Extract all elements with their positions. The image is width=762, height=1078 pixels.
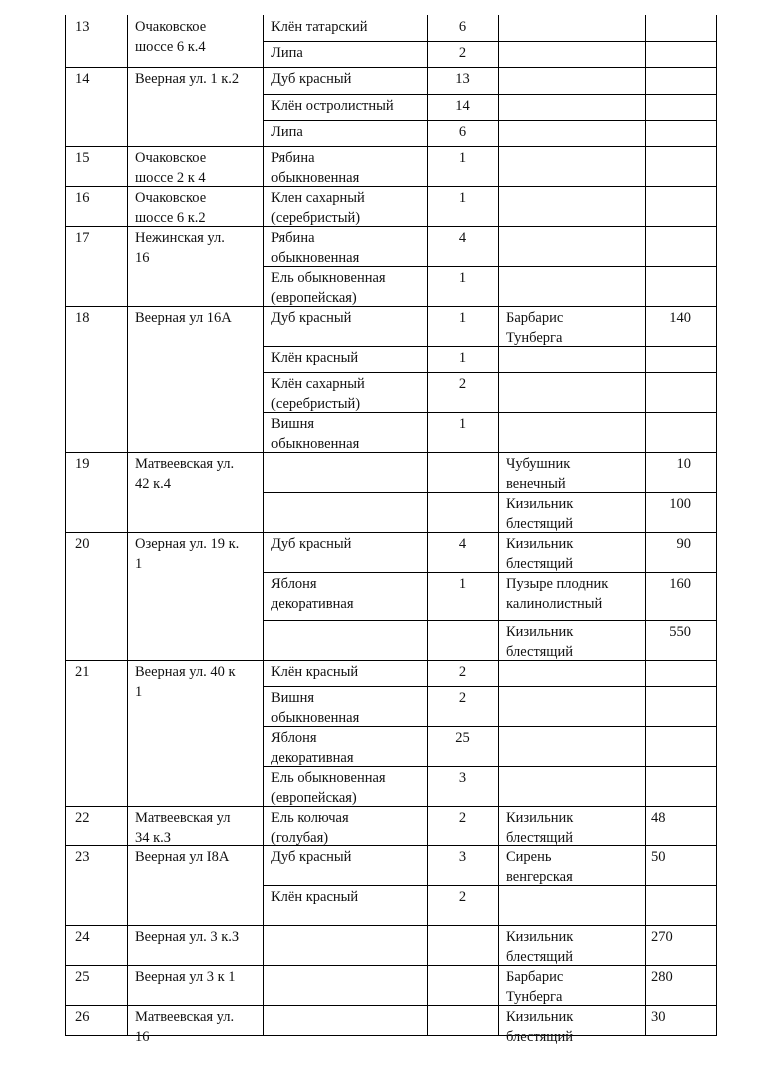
shrub-quantity: 550 (669, 624, 691, 640)
shrub-species: Чубушник (506, 456, 571, 472)
row-number: 18 (75, 310, 90, 326)
column-divider (498, 15, 499, 1035)
shrub-quantity: 280 (651, 969, 673, 985)
address-text: Веерная ул. 1 к.2 (135, 71, 240, 87)
row-number: 16 (75, 190, 90, 206)
tree-quantity: 1 (458, 416, 467, 432)
tree-quantity: 1 (458, 190, 467, 206)
shrub-species: венечный (506, 476, 566, 492)
row-number: 20 (75, 536, 90, 552)
shrub-quantity: 100 (669, 496, 691, 512)
address-text: Озерная ул. 19 к. (135, 536, 240, 552)
row-divider (65, 1005, 717, 1006)
shrub-quantity: 50 (651, 849, 666, 865)
column-divider (427, 15, 428, 1035)
tree-quantity: 2 (458, 376, 467, 392)
row-number: 17 (75, 230, 90, 246)
tree-species: Яблоня (271, 730, 317, 746)
shrub-species: Кизильник (506, 810, 574, 826)
shrub-species: Тунберга (506, 330, 563, 346)
row-divider (65, 532, 717, 533)
shrub-quantity: 10 (676, 456, 691, 472)
subrow-divider (263, 41, 717, 42)
tree-species: Клён остролистный (271, 98, 394, 114)
table-border-right (716, 15, 717, 1035)
tree-quantity: 4 (458, 536, 467, 552)
tree-species: Вишня (271, 416, 315, 432)
tree-species: обыкновенная (271, 250, 360, 266)
address-text: шоссе 6 к.2 (135, 210, 206, 226)
tree-quantity: 1 (458, 350, 467, 366)
address-text: 42 к.4 (135, 476, 172, 492)
subrow-divider (263, 620, 717, 621)
shrub-species: венгерская (506, 869, 573, 885)
row-divider (65, 452, 717, 453)
shrub-quantity: 90 (676, 536, 691, 552)
tree-species: Ель колючая (271, 810, 349, 826)
address-text: 1 (135, 556, 143, 572)
tree-species: Клён красный (271, 664, 359, 680)
row-divider (65, 1035, 717, 1036)
address-text: 1 (135, 684, 143, 700)
tree-species: Дуб красный (271, 71, 352, 87)
tree-species: (серебристый) (271, 210, 361, 226)
tree-species: (голубая) (271, 830, 329, 846)
shrub-species: Пузыре плодник (506, 576, 609, 592)
tree-quantity: 6 (458, 19, 467, 35)
shrub-species: калинолистный (506, 596, 603, 612)
tree-species: обыкновенная (271, 436, 360, 452)
row-number: 21 (75, 664, 90, 680)
address-text: 16 (135, 1029, 150, 1045)
shrub-species: Тунберга (506, 989, 563, 1005)
shrub-quantity: 30 (651, 1009, 666, 1025)
tree-species: Клён красный (271, 350, 359, 366)
row-divider (65, 660, 717, 661)
shrub-quantity: 270 (651, 929, 673, 945)
tree-quantity: 13 (455, 71, 470, 87)
tree-species: Ель обыкновенная (271, 770, 386, 786)
shrub-species: Барбарис (506, 969, 564, 985)
tree-species: Ель обыкновенная (271, 270, 386, 286)
tree-species: декоративная (271, 596, 354, 612)
shrub-quantity: 160 (669, 576, 691, 592)
address-text: Веерная ул І8А (135, 849, 230, 865)
tree-quantity: 4 (458, 230, 467, 246)
subrow-divider (263, 492, 717, 493)
tree-species: Клён красный (271, 889, 359, 905)
tree-quantity: 1 (458, 576, 467, 592)
tree-species: Клён сахарный (271, 376, 365, 392)
address-text: Веерная ул 16А (135, 310, 232, 326)
tree-quantity: 1 (458, 270, 467, 286)
tree-species: (серебристый) (271, 396, 361, 412)
row-number: 15 (75, 150, 90, 166)
tree-species: (европейская) (271, 790, 357, 806)
column-divider (645, 15, 646, 1035)
row-number: 13 (75, 19, 90, 35)
shrub-species: блестящий (506, 949, 573, 965)
tree-species: (европейская) (271, 290, 357, 306)
row-divider (65, 67, 717, 68)
tree-quantity: 6 (458, 124, 467, 140)
tree-quantity: 2 (458, 690, 467, 706)
shrub-species: блестящий (506, 1029, 573, 1045)
row-divider (65, 965, 717, 966)
address-text: Нежинская ул. (135, 230, 225, 246)
address-text: Очаковское (135, 19, 207, 35)
shrub-species: Кизильник (506, 624, 574, 640)
column-divider (263, 15, 264, 1035)
shrub-quantity: 48 (651, 810, 666, 826)
shrub-species: Кизильник (506, 1009, 574, 1025)
subrow-divider (263, 885, 717, 886)
row-divider (65, 806, 717, 807)
tree-quantity: 3 (458, 770, 467, 786)
tree-species: Липа (271, 124, 303, 140)
address-text: Матвеевская ул (135, 810, 231, 826)
address-text: Веерная ул. 40 к (135, 664, 236, 680)
row-divider (65, 925, 717, 926)
subrow-divider (263, 94, 717, 95)
subrow-divider (263, 372, 717, 373)
subrow-divider (263, 120, 717, 121)
tree-quantity: 25 (455, 730, 470, 746)
subrow-divider (263, 346, 717, 347)
address-text: 34 к.З (135, 830, 172, 846)
address-text: Веерная ул 3 к 1 (135, 969, 236, 985)
tree-quantity: 2 (458, 45, 467, 61)
tree-quantity: 3 (458, 849, 467, 865)
shrub-species: Кизильник (506, 929, 574, 945)
shrub-species: блестящий (506, 830, 573, 846)
tree-quantity: 1 (458, 310, 467, 326)
row-divider (65, 146, 717, 147)
shrub-species: Кизильник (506, 536, 574, 552)
address-text: Очаковское (135, 190, 207, 206)
tree-species: обыкновенная (271, 710, 360, 726)
tree-quantity: 2 (458, 664, 467, 680)
shrub-species: блестящий (506, 644, 573, 660)
row-number: 22 (75, 810, 90, 826)
row-number: 24 (75, 929, 90, 945)
column-divider (127, 15, 128, 1035)
tree-species: Рябина (271, 230, 315, 246)
tree-species: Рябина (271, 150, 315, 166)
row-number: 19 (75, 456, 90, 472)
row-number: 26 (75, 1009, 90, 1025)
tree-species: Дуб красный (271, 849, 352, 865)
tree-species: Липа (271, 45, 303, 61)
row-number: 14 (75, 71, 90, 87)
table-border-left (65, 15, 66, 1035)
shrub-species: блестящий (506, 556, 573, 572)
address-text: Веерная ул. 3 к.З (135, 929, 240, 945)
tree-species: Вишня (271, 690, 315, 706)
tree-quantity: 14 (455, 98, 470, 114)
shrub-species: блестящий (506, 516, 573, 532)
address-text: 16 (135, 250, 150, 266)
tree-quantity: 1 (458, 150, 467, 166)
tree-species: Клён татарский (271, 19, 368, 35)
row-divider (65, 306, 717, 307)
tree-species: Яблоня (271, 576, 317, 592)
tree-species: Дуб красный (271, 310, 352, 326)
address-text: Матвеевская ул. (135, 456, 235, 472)
address-text: шоссе 6 к.4 (135, 39, 206, 55)
subrow-divider (263, 572, 717, 573)
address-text: Очаковское (135, 150, 207, 166)
address-text: шоссе 2 к 4 (135, 170, 206, 186)
tree-species: декоративная (271, 750, 354, 766)
tree-species: Дуб красный (271, 536, 352, 552)
shrub-species: Кизильник (506, 496, 574, 512)
tree-quantity: 2 (458, 889, 467, 905)
shrub-quantity: 140 (669, 310, 691, 326)
tree-species: Клен сахарный (271, 190, 365, 206)
tree-species: обыкновенная (271, 170, 360, 186)
shrub-species: Сирень (506, 849, 552, 865)
subrow-divider (263, 686, 717, 687)
row-number: 25 (75, 969, 90, 985)
address-text: Матвеевская ул. (135, 1009, 235, 1025)
row-number: 23 (75, 849, 90, 865)
shrub-species: Барбарис (506, 310, 564, 326)
tree-quantity: 2 (458, 810, 467, 826)
